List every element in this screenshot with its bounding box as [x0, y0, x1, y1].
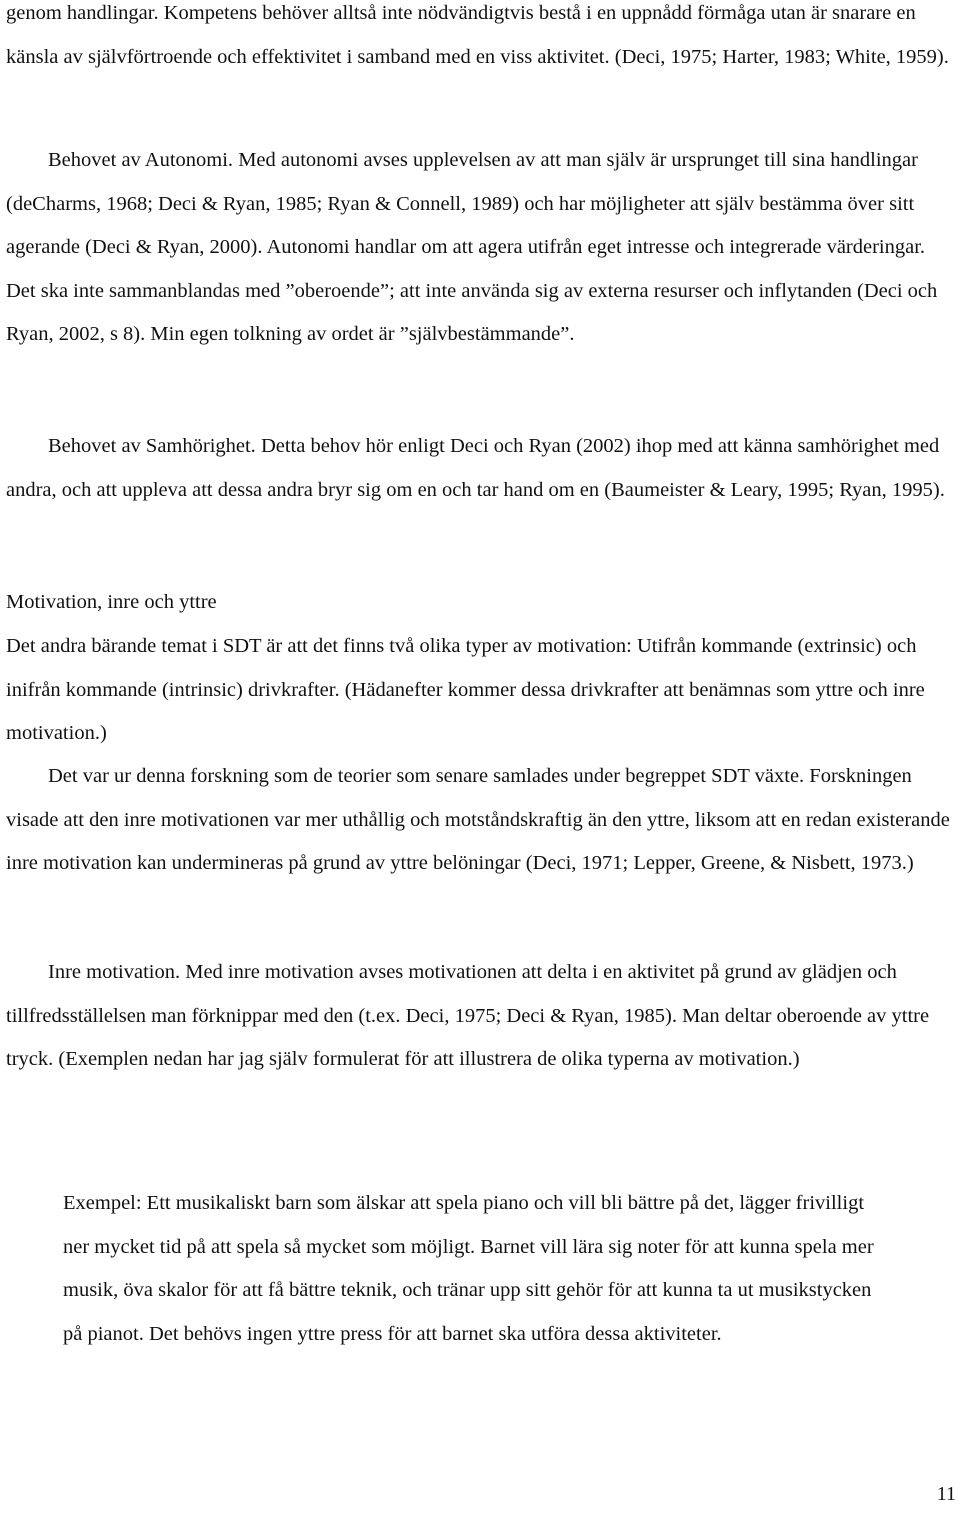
paragraph-intrinsic: [6, 951, 954, 1082]
paragraph-autonomy-body: Med autonomi avses upplevelsen av att man själv är ursprunget till sina handlingar (deCharms, 1968; Deci & Ryan, 1985; Ryan & Connell, 1989) och har möjligheter att själv bestämma över sitt agerande (Deci & Ryan, 2000). Autonomi handlar om att agera utifrån eget intresse och integrerade värderingar. Det ska inte sammanblandas med ”oberoende”; att inte använda sig av externa resurser och inflytanden (Deci och Ryan, 2002, s 8). Min egen tolkning av ordet är ”självbestämmande”.: [6, 149, 938, 345]
paragraph-motivation-types: Det andra bärande temat i SDT är att det finns två olika typer av motivation: Utifrån kommande (extrinsic) och inifrån kommande (intrinsic) drivkrafter. (Hädanefter kommer dessa drivkrafter att benämnas som yttre och inre motivation.): [6, 635, 925, 744]
paragraph-intrinsic-body: Med inre motivation avses motivationen att delta i en aktivitet på grund av glädjen och tillfredsställelsen man förknippar med den (t.ex. Deci, 1975; Deci & Ryan, 1985). Man deltar oberoende av yttre tryck. (Exemplen nedan har jag själv formulerat för att illustrera de olika typerna av motivation.): [6, 961, 930, 1070]
paragraph-relatedness-body: Detta behov hör enligt Deci och Ryan (2002) ihop med att känna samhörighet med andra, och att uppleva att dessa andra bryr sig om en och tar hand om en (Baumeister & Leary, 1995; Ryan, 1995).: [6, 435, 945, 501]
section-heading: Motivation, inre och yttre: [6, 591, 217, 613]
paragraph-competence: genom handlingar. Kompetens behöver alltså inte nödvändigtvis bestå i en uppnådd förmåga utan är snarare en känsla av självförtroende och effektivitet i samband med en viss aktivitet. (Deci, 1975; Harter, 1983; White, 1959).: [6, 2, 949, 68]
example-block: Exempel: Ett musikaliskt barn som älskar att spela piano och vill bli bättre på det, lägger frivilligt ner mycket tid på att spela så mycket som möjligt. Barnet vill lära sig noter för att kunna spela mer musik, öva skalor för att få bättre teknik, och tränar upp sitt gehör för att kunna ta ut musikstycken på pianot. Det behövs ingen yttre press för att barnet ska utföra dessa aktiviteter.: [63, 1192, 874, 1345]
paragraph-autonomy: [6, 139, 954, 357]
subheading-autonomy: Behovet av Autonomi.: [48, 149, 234, 171]
subheading-intrinsic: Inre motivation.: [48, 961, 181, 983]
page-number: 11: [936, 1483, 956, 1505]
paragraph-relatedness: [6, 425, 954, 512]
paragraph-research: Det var ur denna forskning som de teorier som senare samlades under begreppet SDT växte. Forskningen visade att den inre motivationen var mer uthållig och motståndskraftig än den yttre, liksom att en redan existerande inre motivation kan undermineras på grund av yttre belöningar (Deci, 1971; Lepper, Greene, & Nisbett, 1973.): [6, 765, 950, 874]
subheading-relatedness: Behovet av Samhörighet.: [48, 435, 256, 457]
